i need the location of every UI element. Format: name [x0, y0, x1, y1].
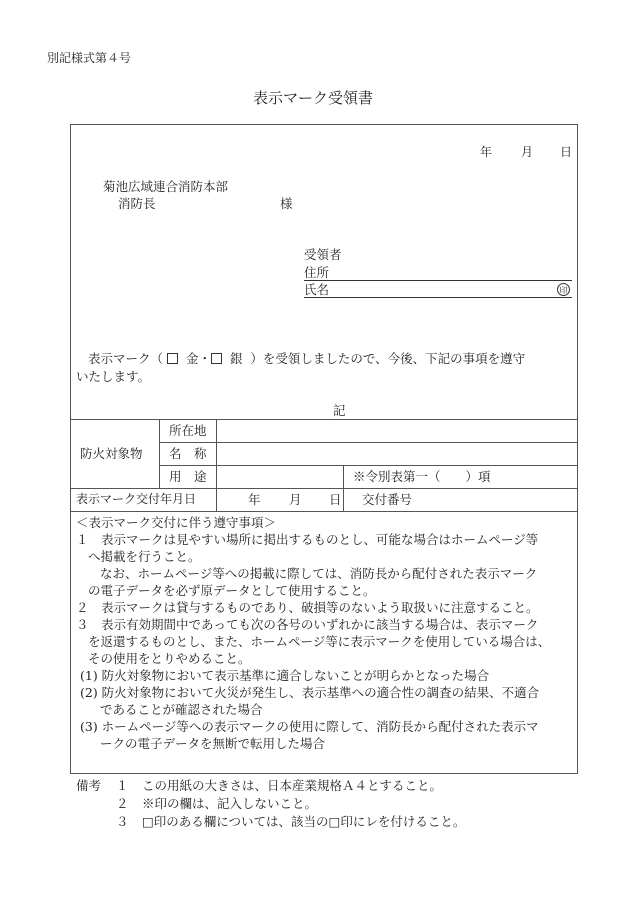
- statement-line-2: いたします。: [76, 369, 151, 384]
- rule-line: (3) ホームページ等への表示マークの使用に際して、消防長から配付された表示マ: [80, 719, 539, 734]
- rule-line: (1) 防火対象物において表示基準に適合しないことが明らかとなった場合: [80, 668, 490, 683]
- date-day[interactable]: 日: [560, 145, 573, 159]
- table-col-rule-2: [216, 419, 217, 511]
- page-title: 表示マーク受領書: [253, 89, 374, 107]
- name-field[interactable]: [218, 443, 576, 464]
- location-field[interactable]: [218, 420, 576, 441]
- statement-prefix: 表示マーク（: [88, 351, 164, 366]
- issue-date-label: 表示マーク交付年月日: [76, 492, 197, 506]
- statement-dot: ・: [198, 351, 211, 366]
- rule-line: へ掲載を行うこと。: [88, 549, 201, 564]
- table-bottom-rule: [70, 511, 578, 512]
- rule-line: ークの電子データを無断で転用した場合: [100, 736, 326, 751]
- rule-line: その使用をとりやめること。: [88, 651, 251, 666]
- ki-mark: 記: [333, 403, 346, 418]
- use-label: 用 途: [169, 469, 207, 484]
- issue-number-field[interactable]: [430, 489, 576, 510]
- gold-checkbox[interactable]: [167, 353, 178, 364]
- recipient-address-line[interactable]: [304, 280, 572, 281]
- notes-label: 備考: [76, 778, 102, 793]
- table-col-rule-3: [343, 465, 344, 511]
- recipient-name-label: 氏名: [304, 282, 330, 297]
- use-field[interactable]: [218, 466, 342, 487]
- addressee-honorific: 様: [280, 196, 293, 211]
- statement-line-1: [88, 350, 525, 367]
- note-number: ２: [116, 796, 129, 811]
- silver-label: 銀: [229, 351, 243, 366]
- note-number: ３: [116, 814, 129, 829]
- issue-date-month[interactable]: 月: [289, 492, 302, 507]
- issue-date-day[interactable]: 日: [329, 492, 342, 507]
- rule-line: を返還するものとし、また、ホームページ等に表示マークを使用している場合は、: [88, 634, 551, 649]
- issue-date-year[interactable]: 年: [248, 492, 261, 507]
- table-col-rule-1: [159, 419, 160, 488]
- location-label: 所在地: [169, 423, 207, 438]
- rule-line: (2) 防火対象物において火災が発生し、表示基準への適合性の調査の結果、不適合: [80, 685, 540, 700]
- addressee-org: 菊池広域連合消防本部: [103, 179, 229, 194]
- target-label: 防火対象物: [80, 446, 143, 461]
- rule-line: ３ 表示有効期間中であっても次の各号のいずれかに該当する場合は、表示マーク: [76, 617, 539, 632]
- issue-number-label: 交付番号: [362, 492, 413, 507]
- note-number: １: [116, 778, 129, 793]
- silver-checkbox[interactable]: [211, 353, 222, 364]
- addressee-chief: 消防長: [118, 196, 156, 211]
- recipient-heading: 受領者: [304, 247, 342, 262]
- recipient-address-label: 住所: [304, 265, 330, 280]
- rule-line: であることが確認された場合: [100, 702, 263, 717]
- seal-mark: 印: [557, 283, 570, 296]
- rule-line: ２ 表示マークは貸与するものであり、破損等のないよう取扱いに注意すること。: [76, 600, 539, 615]
- gold-label: 金: [185, 351, 199, 366]
- note-text: □印のある欄については、該当の□印にレを付けること。: [142, 814, 466, 829]
- rule-line: １ 表示マークは見やすい場所に掲出するものとし、可能な場合はホームページ等: [76, 532, 539, 547]
- rules-heading: ＜表示マーク交付に伴う遵守事項＞: [76, 515, 277, 530]
- date-month[interactable]: 月: [521, 145, 534, 159]
- use-note: ※令別表第一（ ）項: [353, 469, 491, 484]
- statement-suffix: ）を受領しましたので、今後、下記の事項を遵守: [250, 351, 526, 366]
- rule-line: なお、ホームページ等への掲載に際しては、消防長から配付された表示マーク: [100, 566, 538, 581]
- name-label: 名 称: [169, 446, 207, 461]
- date-year[interactable]: 年: [480, 145, 493, 159]
- form-number: 別記様式第４号: [47, 51, 132, 65]
- recipient-name-line[interactable]: [304, 297, 572, 298]
- note-text: ※印の欄は、記入しないこと。: [142, 796, 318, 811]
- rule-line: の電子データを必ず原データとして使用すること。: [88, 583, 376, 598]
- note-text: この用紙の大きさは、日本産業規格Ａ４とすること。: [142, 778, 443, 793]
